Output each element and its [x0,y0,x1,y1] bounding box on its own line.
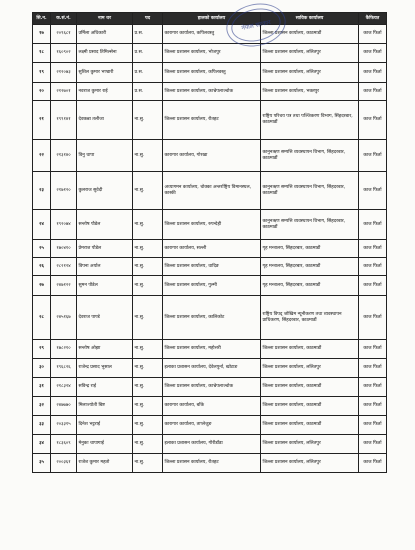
row-name: सन्तोष पौडेल [77,210,133,240]
row-name: उर्मिला अधिकारी [77,25,133,44]
row-serial: १७ [33,25,51,44]
row-serial: ३२ [33,397,51,416]
row-symbol-number: २१२७०१ [51,83,77,101]
row-remark: काज फिर्ता [359,140,387,172]
row-symbol-number: १६०९०२ [51,44,77,63]
row-remark: काज फिर्ता [359,296,387,340]
row-symbol-number: १९६८२६ [51,359,77,378]
row-previous-office: जिल्ला प्रशासन कार्यालय, ललितपुर [261,359,359,378]
row-current-office: जिल्ला प्रशासन कार्यालय, कपिलवस्तु [163,63,261,83]
row-serial: १८ [33,44,51,63]
table-row [33,258,387,276]
row-post: प्र.स. [133,44,163,63]
row-symbol-number: २१२०७३ [51,63,77,83]
row-current-office: अध्यागमन कार्यालय, चोक्का अन्तर्राष्ट्रिय विमानस्थल, कास्की [163,172,261,210]
table-row [33,63,387,83]
row-symbol-number: २४७१२२ [51,276,77,296]
row-name: दिनेश भट्टराई [77,416,133,435]
table-row [33,210,387,240]
row-remark: काज फिर्ता [359,83,387,101]
row-name: नवराज कुमार राई [77,83,133,101]
table-row [33,83,387,101]
table-row [33,240,387,258]
row-current-office: जिल्ला प्रशासन कार्यालय, गुल्मी [163,276,261,296]
row-current-office: कारागार कार्यालय, कपिलवस्तु [163,25,261,44]
table-header-row [33,13,387,25]
header-remark: कैफियत [359,13,387,25]
row-symbol-number: १७८२१० [51,340,77,359]
row-current-office: कारागार कार्यालय, बाँके [163,397,261,416]
row-name: राजेन्द्र प्रसाद भुसाल [77,359,133,378]
table-row [33,378,387,397]
row-name: सन्तोष ओझा [77,340,133,359]
table-row [33,435,387,454]
row-current-office: जिल्ला प्रशासन कार्यालय, कालिकोट [163,296,261,340]
row-previous-office: गृह मन्त्रालय, सिंहदरबार, काठमाडौं [261,276,359,296]
table-row [33,25,387,44]
row-previous-office: जिल्ला प्रशासन कार्यालय, काठमाडौं [261,25,359,44]
table-row [33,416,387,435]
header-name: नाम थर [77,13,133,25]
row-remark: काज फिर्ता [359,258,387,276]
row-current-office: जिल्ला प्रशासन कार्यालय, धादिङ [163,258,261,276]
row-name: देवराज पाण्डे [77,296,133,340]
row-previous-office: जिल्ला प्रशासन कार्यालय, ललितपुर [261,63,359,83]
row-post: ना.सु. [133,276,163,296]
row-post: ना.सु. [133,296,163,340]
row-name: राजेश कुमार महतो [77,454,133,473]
row-current-office: कारागार कार्यालय, गोरखा [163,140,261,172]
row-remark: काज फिर्ता [359,210,387,240]
header-previous-office: साविक कार्यालय [261,13,359,25]
row-name: मेनुका चापागाई [77,435,133,454]
row-symbol-number: १८३६०९ [51,435,77,454]
row-symbol-number: १७०४१० [51,240,77,258]
row-symbol-number: १९९१४१ [51,101,77,140]
row-post: प्र.स. [133,25,163,44]
row-remark: काज फिर्ता [359,378,387,397]
row-name: प्रेमराज पौडेल [77,240,133,258]
table-row [33,101,387,140]
row-serial: २६ [33,258,51,276]
row-current-office: इलाका प्रशासन कार्यालय, देवेलपुर्ना, खोटाङ [163,359,261,378]
row-symbol-number: २०९६८१ [51,25,77,44]
row-name: कुलराज सुवेदी [77,172,133,210]
seal-inner-ring: नेपाल सरकार [228,4,284,46]
row-previous-office: जिल्ला प्रशासन कार्यालय, काठमाडौं [261,340,359,359]
row-remark: काज फिर्ता [359,172,387,210]
header-symbol-number: क.सं.नं. [51,13,77,25]
table-row [33,276,387,296]
row-remark: काज फिर्ता [359,240,387,258]
row-post: ना.सु. [133,101,163,140]
row-serial: ३० [33,359,51,378]
row-serial: ३४ [33,435,51,454]
row-previous-office: गृह मन्त्रालय, सिंहदरबार, काठमाडौं [261,258,359,276]
row-post: ना.सु. [133,140,163,172]
row-post: ना.सु. [133,397,163,416]
row-current-office: जिल्ला प्रशासन कार्यालय, काभ्रेपलाञ्चोक [163,83,261,101]
row-previous-office: जिल्ला प्रशासन कार्यालय, काठमाडौं [261,416,359,435]
row-post: ना.सु. [133,416,163,435]
row-previous-office: जिल्ला प्रशासन कार्यालय, ललितपुर [261,454,359,473]
row-post: प्र.स. [133,83,163,101]
row-serial: २५ [33,240,51,258]
row-current-office: जिल्ला प्रशासन कार्यालय, काभ्रेपलाञ्चोक [163,378,261,397]
table-row [33,172,387,210]
row-symbol-number: २८२१२४ [51,258,77,276]
staff-transfer-table [32,12,387,473]
row-previous-office: कानुनऋण सम्पत्ति व्यवस्थापन विभाग, सिंहदरबार, काठमाडौं [261,172,359,210]
row-previous-office: जिल्ला प्रशासन कार्यालय, ललितपुर [261,435,359,454]
row-current-office: जिल्ला प्रशासन कार्यालय, रौतहट [163,101,261,140]
row-remark: काज फिर्ता [359,454,387,473]
row-post: ना.सु. [133,378,163,397]
row-previous-office: राष्ट्रिय विपद् जोखिम न्यूनीकरण तथा व्यवस्थापन प्राधिकरण, सिंहदरबार, काठमाडौं [261,296,359,340]
row-serial: ३३ [33,416,51,435]
row-symbol-number: २१७१२० [51,172,77,210]
row-previous-office: जिल्ला प्रशासन कार्यालय, भक्तपुर [261,83,359,101]
row-name: लक्ष्मी प्रसाद तिमिल्सेना [77,44,133,63]
row-symbol-number: २१८३२४ [51,378,77,397]
row-previous-office: कानुनऋण सम्पत्ति व्यवस्थापन विभाग, सिंहदरबार, काठमाडौं [261,140,359,172]
row-previous-office: जिल्ला प्रशासन कार्यालय, काठमाडौं [261,378,359,397]
row-remark: काज फिर्ता [359,44,387,63]
row-serial: २८ [33,296,51,340]
row-current-office: जिल्ला प्रशासन कार्यालय, भोजपुर [163,44,261,63]
row-post: ना.सु. [133,258,163,276]
row-serial: २९ [33,340,51,359]
row-serial: २० [33,83,51,101]
row-post: ना.सु. [133,210,163,240]
table-body [33,25,387,473]
row-serial: ३१ [33,378,51,397]
row-serial: २३ [33,172,51,210]
table-row [33,140,387,172]
row-previous-office: राष्ट्रिय परिचय पत्र तथा पञ्जिकरण विभाग, सिंहदरबार, काठमाडौं [261,101,359,140]
table-row [33,44,387,63]
row-remark: काज फिर्ता [359,340,387,359]
row-previous-office: जिल्ला प्रशासन कार्यालय, काठमाडौं [261,397,359,416]
row-post: ना.सु. [133,340,163,359]
row-post: ना.सु. [133,359,163,378]
row-current-office: जिल्ला प्रशासन कार्यालय, रौतहट [163,454,261,473]
row-symbol-number: २४५१६७ [51,296,77,340]
row-serial: २२ [33,140,51,172]
row-name: सुशिल कुमार भण्डारी [77,63,133,83]
row-current-office: कारागार कार्यालय, ताप्लेजुङ [163,416,261,435]
row-current-office: जिल्ला प्रशासन कार्यालय, रुपन्देही [163,210,261,240]
row-serial: ३५ [33,454,51,473]
row-name: मिलाज्योती बिष्ट [77,397,133,416]
row-current-office: इलाका प्रशासन कार्यालय, गौरीडाँडा [163,435,261,454]
row-remark: काज फिर्ता [359,397,387,416]
row-symbol-number: १९२०७४ [51,210,77,240]
row-name: सविन्द्र राई [77,378,133,397]
row-remark: काज फिर्ता [359,416,387,435]
row-symbol-number: २००३६१ [51,454,77,473]
row-previous-office: गृह मन्त्रालय, सिंहदरबार, काठमाडौं [261,240,359,258]
row-remark: काज फिर्ता [359,435,387,454]
header-post: पद [133,13,163,25]
row-remark: काज फिर्ता [359,63,387,83]
table-row [33,359,387,378]
row-remark: काज फिर्ता [359,101,387,140]
header-serial: सि.न. [33,13,51,25]
row-serial: १९ [33,63,51,83]
row-previous-office: कानुनऋण सम्पत्ति व्यवस्थापन विभाग, सिंहदरबार, काठमाडौं [261,210,359,240]
row-remark: काज फिर्ता [359,25,387,44]
row-serial: २७ [33,276,51,296]
row-post: ना.सु. [133,454,163,473]
row-remark: काज फिर्ता [359,359,387,378]
row-previous-office: जिल्ला प्रशासन कार्यालय, ललितपुर [261,44,359,63]
row-name: विपना अर्याल [77,258,133,276]
row-post: ना.सु. [133,172,163,210]
row-name: सुमन पौडेल [77,276,133,296]
row-name: विनु थापा [77,140,133,172]
header-current-office: हालको कार्यालय [163,13,261,25]
table-row [33,296,387,340]
row-current-office: जिल्ला प्रशासन कार्यालय, महोत्तरी [163,340,261,359]
row-serial: २१ [33,101,51,140]
row-symbol-number: २४७७७० [51,397,77,416]
row-name: देवकन्ना तलीजा [77,101,133,140]
table-row [33,397,387,416]
row-post: प्र.स. [133,63,163,83]
row-symbol-number: २०३३१५ [51,416,77,435]
table-row [33,340,387,359]
row-remark: काज फिर्ता [359,276,387,296]
row-current-office: कारागार कार्यालय, सल्ली [163,240,261,258]
table-row [33,454,387,473]
row-symbol-number: २१३१४० [51,140,77,172]
row-post: ना.सु. [133,240,163,258]
row-post: ना.सु. [133,435,163,454]
row-serial: २४ [33,210,51,240]
